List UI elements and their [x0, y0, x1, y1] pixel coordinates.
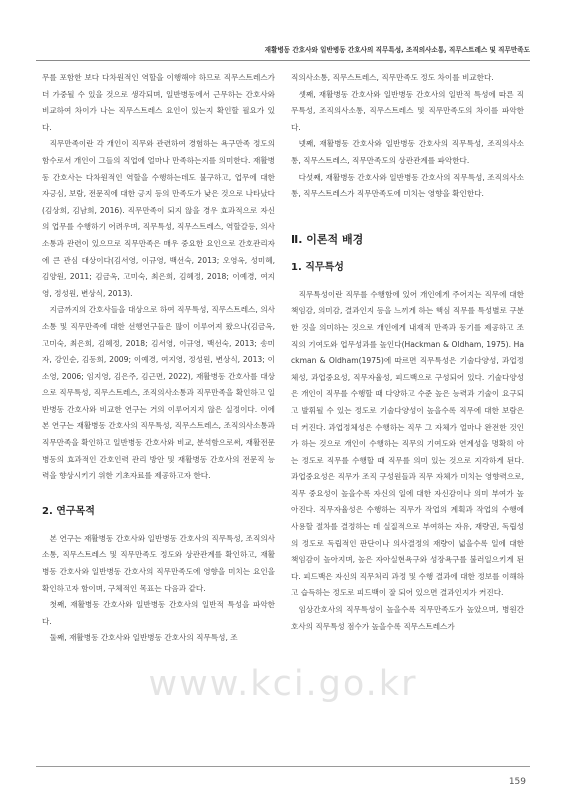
page-number: 159	[508, 777, 526, 787]
paragraph: 다섯째, 재활병동 간호사와 일반병동 간호사의 직무특성, 조직의사소통, 직무스트레스가 직무만족도에 미치는 영향을 확인한다.	[291, 172, 524, 199]
left-column	[42, 70, 275, 647]
paragraph: 첫째, 재활병동 간호사와 일반병동 간호사의 일반적 특성을 파악한다.	[42, 600, 275, 626]
paragraph: 넷째, 재활병동 간호사와 일반병동 간호사의 직무특성, 조직의사소통, 직무스트레스, 직무만족도의 상관관계를 파악한다.	[291, 139, 524, 165]
subsection-heading: 1. 직무특성	[291, 261, 344, 273]
right-column	[291, 70, 524, 635]
running-header: 재활병동 간호사와 일반병동 간호사의 직무특성, 조직의사소통, 직무스트레스 및 직무만족도	[264, 46, 530, 54]
paragraph: 임상간호사의 직무특성이 높을수록 직무만족도가 높았으며, 병원간호사의 직무특성 점수가 높을수록 직무스트레스가	[291, 605, 524, 631]
paragraph: 무를 포함한 보다 다차원적인 역할을 이행해야 하므로 직무스트레스가 더 가중될 수 있을 것으로 생각되며, 일반병동에서 근무하는 간호사와 비교하여 차이가 나는 직무스트레스 요인이 있는지 확인할 필요가 있다.	[42, 73, 275, 132]
paragraph: 직무만족이란 각 개인이 직무와 관련하여 경험하는 욕구만족 정도의 함수로서 개인이 그들의 직업에 얼마나 만족하는지를 의미한다. 재활병동 간호사는 다차원적인 역할을 수행하는데도 불구하고, 업무에 대한 자긍심, 보람, 전문직에 대한 긍지 등의 만족도가 낮은 것으로 나타났다(김상희, 김남희, 2016). 직무만족이 되지 않을 경우 효과적으로 자신의 업무를 수행하기 어려우며, 직무특성, 직무스트레스, 역할갈등, 의사소통과 관련이 있으므로 직무만족은 매우 중요한 요인으로 간호관리자에 큰 관심 대상이다(김서영, 이규영, 백선숙, 2013; 오영옥, 성미혜, 김양원, 2011; 김금옥, 고미숙, 최은희, 김혜정, 2018; 이예경, 여지영, 정성원, 변상식, 2013).	[42, 139, 275, 298]
paragraph: 본 연구는 재활병동 간호사와 일반병동 간호사의 직무특성, 조직의사소통, 직무스트레스 및 직무만족도 정도와 상관관계를 확인하고, 재활병동 간호사와 일반병동 간호사의 직무만족도에 영향을 미치는 요인을 확인하고자 함이며, 구체적인 목표는 다음과 같다.	[42, 533, 275, 593]
paragraph: 직의사소통, 직무스트레스, 직무만족도 정도 차이를 비교한다.	[291, 73, 494, 82]
footer-divider	[36, 766, 530, 767]
paragraph: 지금까지의 간호사들을 대상으로 하여 직무특성, 직무스트레스, 의사소통 및 직무만족에 대한 선행연구들은 많이 이루어져 왔으나(김금옥, 고미숙, 최은희, 김혜정, 2018; 김서영, 이규영, 백선숙, 2013; 송미자, 강인순, 김동희, 2009; 이예경, 여지영, 정성원, 변상식, 2013; 이소영, 2006; 임지영, 김은주, 김근면, 2022), 재활병동 간호사를 대상으로 직무특성, 직무스트레스, 조직의사소통과 직무만족을 확인하고 일반병동 간호사와 비교한 연구는 거의 이루어지지 않은 실정이다. 이에 본 연구는 재활병동 간호사의 직무특성, 직무스트레스, 조직의사소통과 직무만족을 확인하고 일반병동 간호사와 비교, 분석함으로써, 재활전문병동의 효과적인 간호인력 관리 방안 및 재활병동 간호사의 전문직 능력을 향상시키기 위한 기초자료를 제공하고자 한다.	[42, 305, 275, 481]
paragraph: 직무특성이란 직무를 수행함에 있어 개인에게 주어지는 직무에 대한 책임감, 의미감, 결과인지 등을 느끼게 하는 핵심 직무를 특성별로 구분한 것을 의미하는 것으로 개인에게 내재적 만족과 동기를 제공하고 조직의 기여도와 업무성과를 높인다(Hackman & Oldham, 1975). Hackman & Oldham(1975)에 따르면 직무특성은 기술다양성, 과업정체성, 과업중요성, 직무자율성, 피드백으로 구성되어 있다. 기술다양성은 개인이 직무를 수행할 때 다양하고 수준 높은 능력과 기술이 요구되고 발휘될 수 있는 정도로 기술다양성이 높을수록 직무에 대한 보람은 더 커진다. 과업정체성은 수행하는 직무 그 자체가 얼마나 완전한 것인가 하는 것으로 개인이 수행하는 직무의 기여도와 연계성을 명확히 아는 정도로 직무를 수행할 때 직무를 의미 있는 것으로 지각하게 된다. 과업중요성은 직무가 조직 구성원들과 직무 자체가 미치는 영향력으로, 직무 중요성이 높을수록 자신의 일에 대한 자신감이나 의미 부여가 높아진다. 직무자율성은 수행하는 직무가 작업의 계획과 작업의 수행에 사용할 절차를 결정하는 데 실질적으로 부여하는 자유, 재량권, 독립성의 정도로 독립적인 판단이나 의사결정의 재량이 넓을수록 일에 대한 책임감이 높아지며, 높은 자아실현욕구와 성장욕구를 불러일으키게 된다. 피드백은 자신의 직무처리 과정 및 수행 결과에 대한 정보를 이해하고 습득하는 정도로 피드백이 잘 되어 있으면 결과인지가 커진다.	[291, 289, 524, 598]
paragraph: 둘째, 재활병동 간호사와 일반병동 간호사의 직무특성, 조	[49, 633, 238, 643]
paragraph: 셋째, 재활병동 간호사와 일반병동 간호사의 일반적 특성에 따른 직무특성, 조직의사소통, 직무스트레스 및 직무만족도의 차이를 파악한다.	[291, 89, 524, 132]
header-divider	[36, 60, 530, 61]
chapter-heading: Ⅱ. 이론적 배경	[291, 232, 364, 246]
watermark: www.kci.go.kr	[148, 664, 418, 704]
section-heading: 2. 연구목적	[42, 505, 95, 517]
